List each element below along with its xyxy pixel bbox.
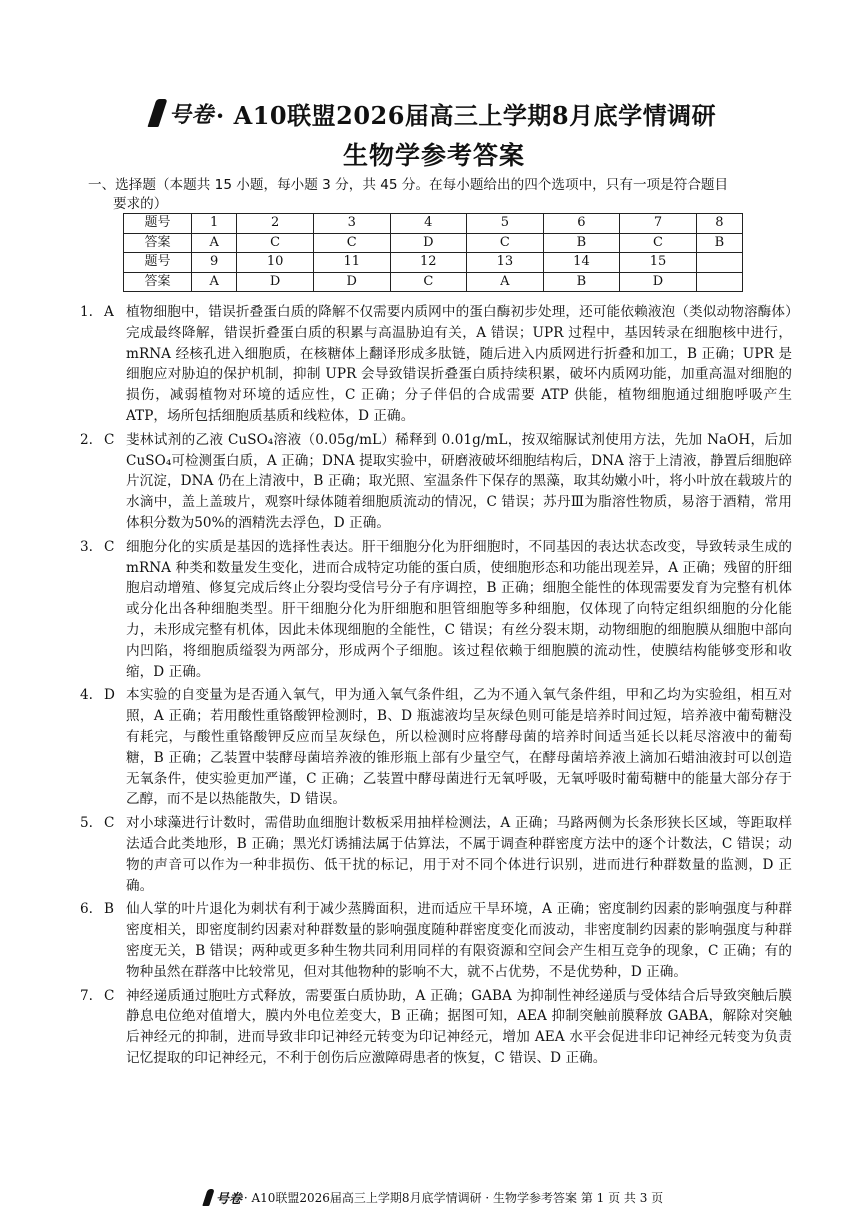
item-number: 2. (80, 431, 93, 448)
question-cell: 1 (192, 214, 237, 234)
subtitle: 生物学参考答案 (342, 141, 525, 170)
question-cell: 8 (696, 214, 742, 234)
item-explanation: 本实验的自变量为是否通入氧气，甲为通入氧气条件组，乙为不通入氧气条件组，甲和乙均为实验组，相互对照，A 正确；若用酸性重铬酸钾检测时，B、D 瓶滤液均呈灰绿色则可能是培养时间过短，培养液中葡萄糖没有耗完，与酸性重铬酸钾反应而呈灰绿色，所以检测时应将酵母菌的培养时间适当延长以耗尽溶液中的葡萄糖，B 正确；乙装置中装酵母菌培养液的锥形瓶上部有少量空气，在酵母菌培养液上滴加石蜡油液封可以创造无氧条件，使实验更加严谨，C 正确；乙装置中酵母菌进行无氧呼吸，无氧呼吸时葡萄糖中的能量大部分存于乙醇，而不是以热能散失，D 错误。 (126, 687, 792, 808)
item-number: 7. (80, 987, 93, 1004)
footer-text: · A10联盟2026届高三上学期8月底学情调研 · 生物学参考答案 第 1 页 共 3 页 (243, 1191, 664, 1205)
row-label-question: 题号 (124, 214, 192, 234)
item-number: 3. (80, 538, 93, 555)
section-heading-cont: 要求的） (113, 196, 168, 212)
answer-cell: A (192, 272, 237, 292)
answer-cell: B (696, 233, 742, 253)
list-item (80, 899, 792, 982)
item-number: 1. (80, 304, 93, 320)
brand-mark-icon (147, 99, 167, 127)
item-explanation: 对小球藻进行计数时，需借助血细胞计数板采用抽样检测法，A 正确；马路两侧为长条形狭长区域，等距取样法适合此类地形，B 正确；黑光灯诱捕法属于估算法，不属于调查种群密度方法中的逐个计数法，C 错误；动物的声音可以作为一种非损伤、低干扰的标记，用于对不同个体进行识别，进而进行种群数量的监测，D 正确。 (126, 815, 792, 894)
answer-table (123, 213, 743, 292)
answer-cell: D (620, 272, 697, 292)
question-cell: 10 (237, 253, 314, 273)
question-cell: 3 (313, 214, 390, 234)
answer-cell: B (543, 272, 620, 292)
item-answer: C (104, 538, 115, 555)
item-answer: C (104, 431, 115, 448)
list-item (80, 537, 792, 683)
question-cell: 14 (543, 253, 620, 273)
answer-cell: D (313, 272, 390, 292)
section-heading-text: 一、选择题（本题共 15 小题，每小题 3 分，共 45 分。在每小题给出的四个选项中，只有一项是符合题目 (88, 177, 729, 193)
question-cell: 13 (467, 253, 544, 273)
row-label-question: 题号 (124, 253, 192, 273)
question-cell: 7 (620, 214, 697, 234)
answer-cell: D (390, 233, 467, 253)
answer-cell: C (313, 233, 390, 253)
list-item (80, 813, 792, 896)
item-explanation: 细胞分化的实质是基因的选择性表达。肝干细胞分化为肝细胞时，不同基因的表达状态改变，导致转录生成的 mRNA 种类和数量发生变化，进而合成特定功能的蛋白质，使细胞形态和功能出现差异，A 正确；残留的肝细胞启动增殖、修复完成后终止分裂均受信号分子有序调控，B 正确；细胞全能性的体现需要发育为完整有机体或分化出各种细胞类型。肝干细胞分化为肝细胞和胆管细胞等多种细胞，仅体现了向特定组织细胞的分化能力，未形成完整有机体，因此未体现细胞的全能性，C 错误；有丝分裂末期，动物细胞的细胞膜从细胞中部向内凹陷，将细胞质缢裂为两部分，形成两个子细胞。该过程依赖于细胞膜的流动性，使膜结构能够变形和收缩，D 正确。 (126, 538, 792, 680)
answer-cell: C (620, 233, 697, 253)
brand-logo (152, 98, 214, 129)
item-answer: B (104, 901, 114, 918)
question-cell: 6 (543, 214, 620, 234)
brand-mark-icon (202, 1189, 215, 1206)
row-label-answer: 答案 (124, 233, 192, 253)
list-item (80, 685, 792, 810)
question-cell: 11 (313, 253, 390, 273)
answer-cell: C (390, 272, 467, 292)
table-row (124, 214, 743, 234)
question-cell: 9 (192, 253, 237, 273)
item-answer: C (104, 987, 115, 1004)
item-explanation: 仙人掌的叶片退化为刺状有利于减少蒸腾面积，进而适应干旱环境，A 正确；密度制约因素的影响强度与种群密度相关，即密度制约因素对种群数量的影响强度随种群密度变化而波动，非密度制约因素的影响强度与种群密度无关，B 错误；两种或更多种生物共同利用同样的有限资源和空间会产生相互竞争的现象，C 正确；有的物种虽然在群落中比较常见，但对其他物种的影响不大，就不占优势，不是优势种，D 正确。 (126, 901, 792, 980)
answer-cell: D (237, 272, 314, 292)
item-answer: D (104, 687, 115, 704)
explanation-list (80, 302, 792, 1072)
item-number: 4. (80, 687, 93, 704)
footer-brand-logo (205, 1188, 242, 1207)
list-item (80, 430, 792, 534)
table-row (124, 233, 743, 253)
item-number: 6. (80, 901, 93, 918)
item-explanation: 植物细胞中，错误折叠蛋白质的降解不仅需要内质网中的蛋白酶初步处理，还可能依赖液泡（类似动物溶酶体）完成最终降解，错误折叠蛋白质的积累与高温胁迫有关，A 错误；UPR 过程中，基因转录在细胞核中进行，mRNA 经核孔进入细胞质，在核糖体上翻译形成多肽链，随后进入内质网进行折叠和加工，B 正确；UPR 是细胞应对胁迫的保护机制，抑制 UPR 会导致错误折叠蛋白质持续积累，破坏内质网功能，加重高温对细胞的损伤，减弱植物对环境的适应性，C 正确；分子伴侣的合成需要 ATP 供能，植物细胞通过细胞呼吸产生 ATP，场所包括细胞质基质和线粒体，D 正确。 (126, 304, 792, 424)
table-row (124, 272, 743, 292)
exam-title: · A10联盟2026届高三上学期8月底学情调研 (215, 100, 717, 130)
question-cell: 4 (390, 214, 467, 234)
question-cell: 5 (467, 214, 544, 234)
item-answer: C (104, 815, 115, 832)
question-cell (696, 253, 742, 273)
answer-cell: A (192, 233, 237, 253)
footer-brand-text: 号卷 (215, 1192, 242, 1207)
item-answer: A (104, 304, 114, 320)
answer-cell (696, 272, 742, 292)
brand-text: 号卷 (168, 101, 214, 128)
section-heading (88, 176, 788, 214)
page-footer (0, 1188, 868, 1207)
answer-cell: C (467, 233, 544, 253)
table-row (124, 253, 743, 273)
list-item (80, 986, 792, 1069)
answer-cell: A (467, 272, 544, 292)
item-number: 5. (80, 815, 93, 832)
item-explanation: 神经递质通过胞吐方式释放，需要蛋白质协助，A 正确；GABA 为抑制性神经递质与受体结合后导致突触后膜静息电位绝对值增大，膜内外电位差变大，B 正确；据图可知，AEA 抑制突触前膜释放 GABA，解除对突触后神经元的抑制，进而导致非印记神经元转变为印记神经元，增加 AEA 水平会促进非印记神经元转变为负责记忆提取的印记神经元，不利于创伤后应激障碍患者的恢复，C 错误、D 正确。 (126, 987, 792, 1066)
answer-cell: B (543, 233, 620, 253)
question-cell: 15 (620, 253, 697, 273)
answer-cell: C (237, 233, 314, 253)
row-label-answer: 答案 (124, 272, 192, 292)
title-block (0, 96, 868, 170)
main-title (0, 96, 868, 130)
question-cell: 2 (237, 214, 314, 234)
item-explanation: 斐林试剂的乙液 CuSO₄溶液（0.05g/mL）稀释到 0.01g/mL，按双缩脲试剂使用方法，先加 NaOH，后加 CuSO₄可检测蛋白质，A 正确；DNA 提取实验中，研磨液破坏细胞结构后，DNA 溶于上清液，静置后细胞碎片沉淀，DNA 仍在上清液中，B 正确；取光照、室温条件下保存的黑藻，取其幼嫩小叶，将小叶放在载玻片的水滴中，盖上盖玻片，观察叶绿体随着细胞质流动的情况，C 错误；苏丹Ⅲ为脂溶性物质，易溶于酒精，常用体积分数为50%的酒精洗去浮色，D 正确。 (126, 431, 792, 531)
list-item (80, 302, 792, 427)
question-cell: 12 (390, 253, 467, 273)
